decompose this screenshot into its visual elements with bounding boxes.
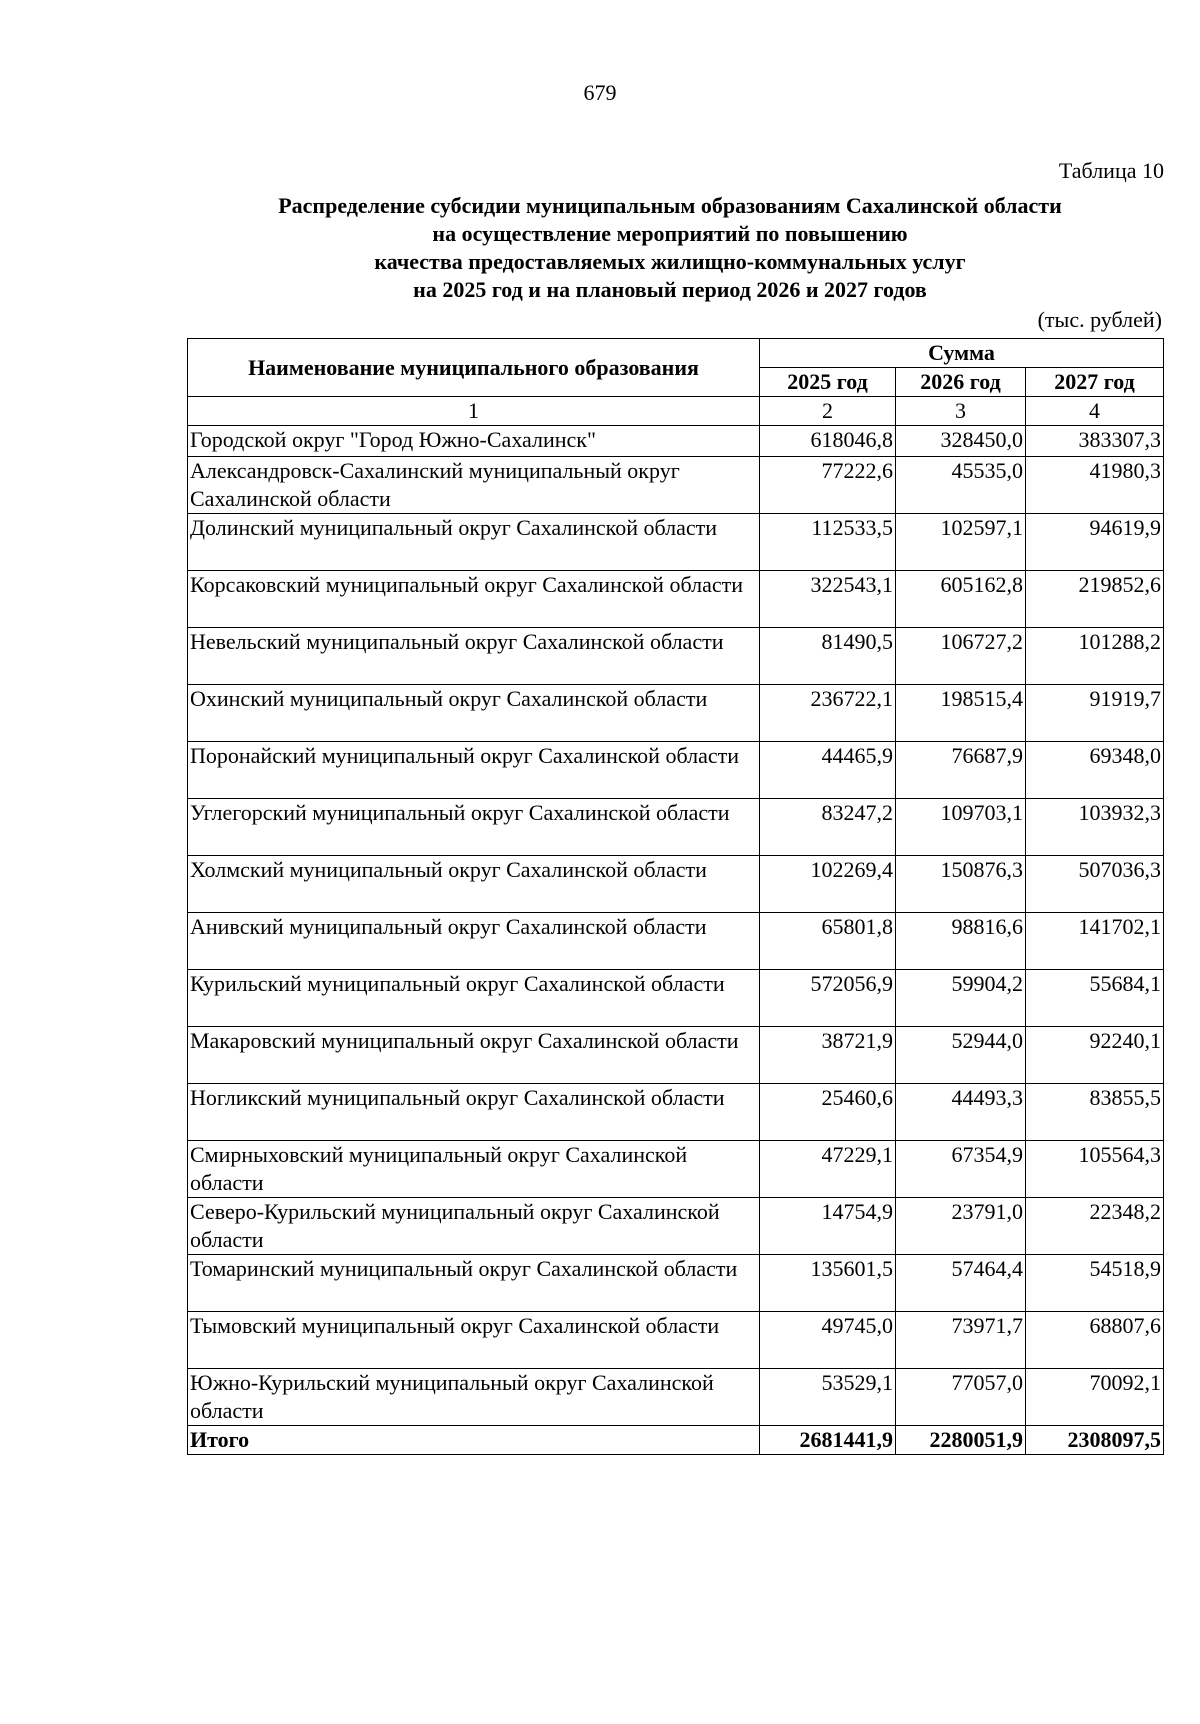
table-row xyxy=(188,970,1164,1027)
table-row xyxy=(188,457,1164,514)
value-2025: 77222,6 xyxy=(760,457,896,514)
table-label: Таблица 10 xyxy=(1058,158,1164,183)
value-2027: 55684,1 xyxy=(1026,970,1164,1027)
value-2025: 322543,1 xyxy=(760,571,896,628)
table-row xyxy=(188,1369,1164,1426)
value-2026: 44493,3 xyxy=(896,1084,1026,1141)
table-row xyxy=(188,1027,1164,1084)
municipality-name: Курильский муниципальный округ Сахалинской области xyxy=(188,970,760,1027)
value-2025: 53529,1 xyxy=(760,1369,896,1426)
column-index: 3 xyxy=(896,397,1026,426)
municipality-name: Южно-Курильский муниципальный округ Сахалинской области xyxy=(188,1369,760,1426)
value-2027: 70092,1 xyxy=(1026,1369,1164,1426)
municipality-name: Невельский муниципальный округ Сахалинской области xyxy=(188,628,760,685)
municipality-name: Смирныховский муниципальный округ Сахалинской области xyxy=(188,1141,760,1198)
municipality-name: Северо-Курильский муниципальный округ Сахалинской области xyxy=(188,1198,760,1255)
value-2026: 328450,0 xyxy=(896,426,1026,457)
value-2025: 102269,4 xyxy=(760,856,896,913)
value-2026: 106727,2 xyxy=(896,628,1026,685)
value-2026: 59904,2 xyxy=(896,970,1026,1027)
total-row xyxy=(188,1426,1164,1455)
table-row xyxy=(188,571,1164,628)
value-2027: 101288,2 xyxy=(1026,628,1164,685)
value-2026: 605162,8 xyxy=(896,571,1026,628)
value-2025: 83247,2 xyxy=(760,799,896,856)
municipality-name: Тымовский муниципальный округ Сахалинской области xyxy=(188,1312,760,1369)
table-row xyxy=(188,856,1164,913)
municipality-name: Александровск-Сахалинский муниципальный округ Сахалинской области xyxy=(188,457,760,514)
table-row xyxy=(188,426,1164,457)
value-2027: 68807,6 xyxy=(1026,1312,1164,1369)
value-2026: 150876,3 xyxy=(896,856,1026,913)
document-title xyxy=(150,192,1190,304)
value-2026: 109703,1 xyxy=(896,799,1026,856)
value-2027: 141702,1 xyxy=(1026,913,1164,970)
municipality-name: Городской округ "Город Южно-Сахалинск" xyxy=(188,426,760,457)
municipality-name: Углегорский муниципальный округ Сахалинской области xyxy=(188,799,760,856)
value-2025: 81490,5 xyxy=(760,628,896,685)
header-municipality-name: Наименование муниципального образования xyxy=(188,339,760,397)
table-row xyxy=(188,1255,1164,1312)
municipality-name: Корсаковский муниципальный округ Сахалинской области xyxy=(188,571,760,628)
table-row xyxy=(188,628,1164,685)
value-2027: 54518,9 xyxy=(1026,1255,1164,1312)
value-2026: 98816,6 xyxy=(896,913,1026,970)
value-2025: 572056,9 xyxy=(760,970,896,1027)
municipality-name: Охинский муниципальный округ Сахалинской области xyxy=(188,685,760,742)
value-2027: 219852,6 xyxy=(1026,571,1164,628)
value-2025: 618046,8 xyxy=(760,426,896,457)
value-2026: 57464,4 xyxy=(896,1255,1026,1312)
value-2025: 38721,9 xyxy=(760,1027,896,1084)
value-2027: 105564,3 xyxy=(1026,1141,1164,1198)
table-row xyxy=(188,742,1164,799)
value-2026: 73971,7 xyxy=(896,1312,1026,1369)
page-number: 679 xyxy=(583,80,617,105)
value-2025: 14754,9 xyxy=(760,1198,896,1255)
total-2025: 2681441,9 xyxy=(760,1426,896,1455)
header-year-2026: 2026 год xyxy=(896,368,1026,397)
value-2025: 47229,1 xyxy=(760,1141,896,1198)
municipality-name: Поронайский муниципальный округ Сахалинской области xyxy=(188,742,760,799)
title-line: на осуществление мероприятий по повышению xyxy=(432,221,908,246)
subsidy-table xyxy=(187,338,1164,1455)
column-index: 2 xyxy=(760,397,896,426)
table-row xyxy=(188,1084,1164,1141)
title-line: Распределение субсидии муниципальным образованиям Сахалинской области xyxy=(278,193,1062,218)
total-2027: 2308097,5 xyxy=(1026,1426,1164,1455)
municipality-name: Томаринский муниципальный округ Сахалинской области xyxy=(188,1255,760,1312)
value-2026: 52944,0 xyxy=(896,1027,1026,1084)
value-2026: 77057,0 xyxy=(896,1369,1026,1426)
units-label: (тыс. рублей) xyxy=(1037,307,1162,332)
table-row xyxy=(188,685,1164,742)
column-index: 1 xyxy=(188,397,760,426)
table-row xyxy=(188,799,1164,856)
value-2027: 91919,7 xyxy=(1026,685,1164,742)
header-year-2027: 2027 год xyxy=(1026,368,1164,397)
value-2025: 44465,9 xyxy=(760,742,896,799)
title-line: качества предоставляемых жилищно-коммунальных услуг xyxy=(374,249,966,274)
value-2025: 135601,5 xyxy=(760,1255,896,1312)
municipality-name: Долинский муниципальный округ Сахалинской области xyxy=(188,514,760,571)
value-2027: 83855,5 xyxy=(1026,1084,1164,1141)
title-line: на 2025 год и на плановый период 2026 и 2027 годов xyxy=(413,277,927,302)
value-2026: 23791,0 xyxy=(896,1198,1026,1255)
total-2026: 2280051,9 xyxy=(896,1426,1026,1455)
column-index: 4 xyxy=(1026,397,1164,426)
table-row xyxy=(188,1141,1164,1198)
value-2027: 94619,9 xyxy=(1026,514,1164,571)
value-2025: 236722,1 xyxy=(760,685,896,742)
value-2026: 67354,9 xyxy=(896,1141,1026,1198)
value-2026: 198515,4 xyxy=(896,685,1026,742)
value-2025: 25460,6 xyxy=(760,1084,896,1141)
municipality-name: Ногликский муниципальный округ Сахалинской области xyxy=(188,1084,760,1141)
value-2027: 103932,3 xyxy=(1026,799,1164,856)
table-row xyxy=(188,514,1164,571)
value-2027: 22348,2 xyxy=(1026,1198,1164,1255)
header-year-2025: 2025 год xyxy=(760,368,896,397)
value-2027: 41980,3 xyxy=(1026,457,1164,514)
value-2027: 92240,1 xyxy=(1026,1027,1164,1084)
table-row xyxy=(188,913,1164,970)
value-2026: 76687,9 xyxy=(896,742,1026,799)
municipality-name: Холмский муниципальный округ Сахалинской области xyxy=(188,856,760,913)
total-label: Итого xyxy=(188,1426,760,1455)
municipality-name: Макаровский муниципальный округ Сахалинской области xyxy=(188,1027,760,1084)
table-row xyxy=(188,1198,1164,1255)
header-sum: Сумма xyxy=(760,339,1164,368)
value-2025: 112533,5 xyxy=(760,514,896,571)
value-2026: 45535,0 xyxy=(896,457,1026,514)
value-2026: 102597,1 xyxy=(896,514,1026,571)
table-row xyxy=(188,1312,1164,1369)
value-2025: 65801,8 xyxy=(760,913,896,970)
municipality-name: Анивский муниципальный округ Сахалинской области xyxy=(188,913,760,970)
value-2025: 49745,0 xyxy=(760,1312,896,1369)
value-2027: 69348,0 xyxy=(1026,742,1164,799)
value-2027: 383307,3 xyxy=(1026,426,1164,457)
value-2027: 507036,3 xyxy=(1026,856,1164,913)
